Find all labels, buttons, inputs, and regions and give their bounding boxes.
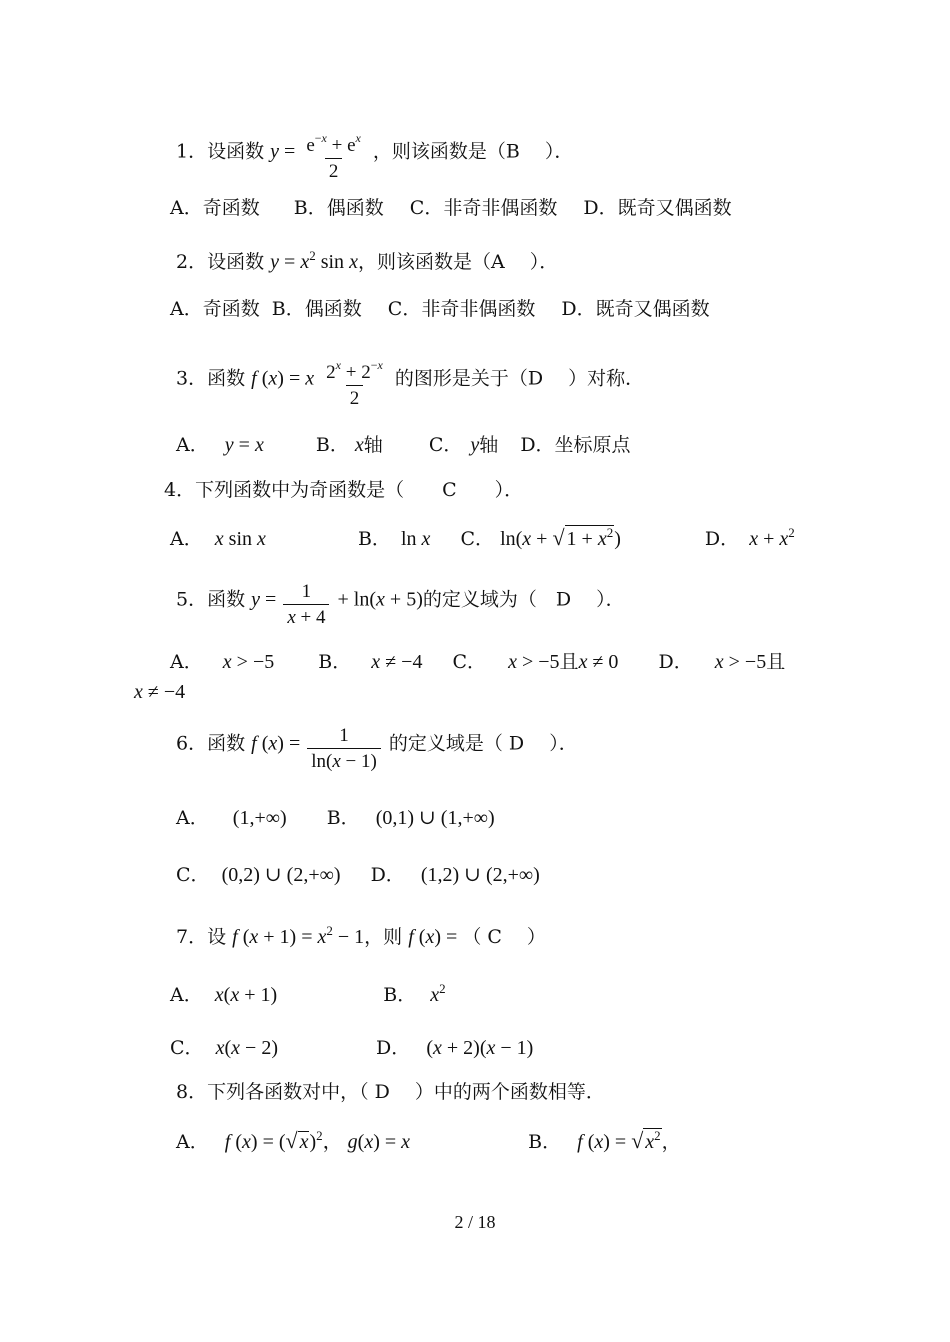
q1-options: A．奇函数 B．偶函数 C．非奇非偶函数 D．既奇又偶函数 [170, 197, 732, 219]
q1-suffix: ，则该函数是（B ）． [372, 140, 574, 163]
q5-options: A． x > −5 B． x ≠ −4 C． x > −5且x ≠ 0 D． x > −5且 [170, 651, 786, 673]
question-1: 1．设函数 y = $\frac{e^{-x} + e^x}{2}$ ，则该函数是（B ）． [176, 131, 574, 182]
q6-options-ab: A． (1,+∞) B． (0,1) ∪ (1,+∞) [176, 807, 495, 829]
question-6: 6．函数 f (x) = $\frac{1}{\ln(x - 1)}$ 的定义域是（ D ）． [176, 725, 578, 772]
question-2: 2．设函数 $y = x^2$ sin x，则该函数是（A ）． [176, 248, 559, 273]
q3-fraction: $\frac{2^x + 2^{-x}}{2}$ [326, 358, 383, 409]
question-5: 5．函数 y = $\frac{1}{x + 4}$ + ln(x + 5)的定义域为（ D ）． [176, 581, 625, 628]
q1-prefix: 设函数 [207, 140, 265, 163]
q1-fraction: $\frac{e^{-x} + e^x}{2}$ [306, 131, 361, 182]
question-8: 8．下列各函数对中，（ D ）中的两个函数相等． [176, 1081, 605, 1103]
q4-options: A． x sin x B． ln x C． ln(x + √ $1 + x^2$) D． $x + x^2$ [170, 525, 795, 550]
q1-formula-lhs: y [270, 140, 280, 163]
q5-option-d-continued: x ≠ −4 [134, 681, 186, 703]
q2-formula: $y = x^2$ sin x [270, 248, 358, 273]
q5-fraction: $\frac{1}{x + 4}$ [283, 582, 329, 627]
page-number: 2 / 18 [454, 1212, 496, 1232]
question-7: 7．设 f $(x + 1) = x^2 - 1$，则 f (x) = （ C ） [176, 923, 546, 948]
q7-options-ab: A． x(x + 1) B． $x^2$ [170, 981, 446, 1006]
q7-options-cd: C． x(x − 2) D． (x + 2)(x − 1) [170, 1037, 534, 1059]
q3-formula: f (x) = x [251, 367, 315, 390]
q1-number: 1． [176, 140, 208, 163]
question-4: 4．下列函数中为奇函数是（ C ）． [164, 479, 524, 501]
q6-options-cd: C． (0,2) ∪ (2,+∞) D． (1,2) ∪ (2,+∞) [176, 864, 540, 886]
q8-options: A． f (x) = (√ x)$^2$， g(x) = x B． f (x) = √ $x^2$， [176, 1128, 681, 1153]
q3-options: A． y = x B． x轴 C． y轴 D．坐标原点 [176, 434, 631, 456]
q6-fraction: $\frac{1}{\ln(x - 1)}$ [307, 726, 381, 771]
question-3: 3．函数 f (x) = x $\frac{2^x + 2^{-x}}{2}$ 的图形是关于（D ）对称． [176, 358, 645, 409]
q2-options: A．奇函数 B．偶函数 C．非奇非偶函数 D．既奇又偶函数 [170, 298, 710, 320]
